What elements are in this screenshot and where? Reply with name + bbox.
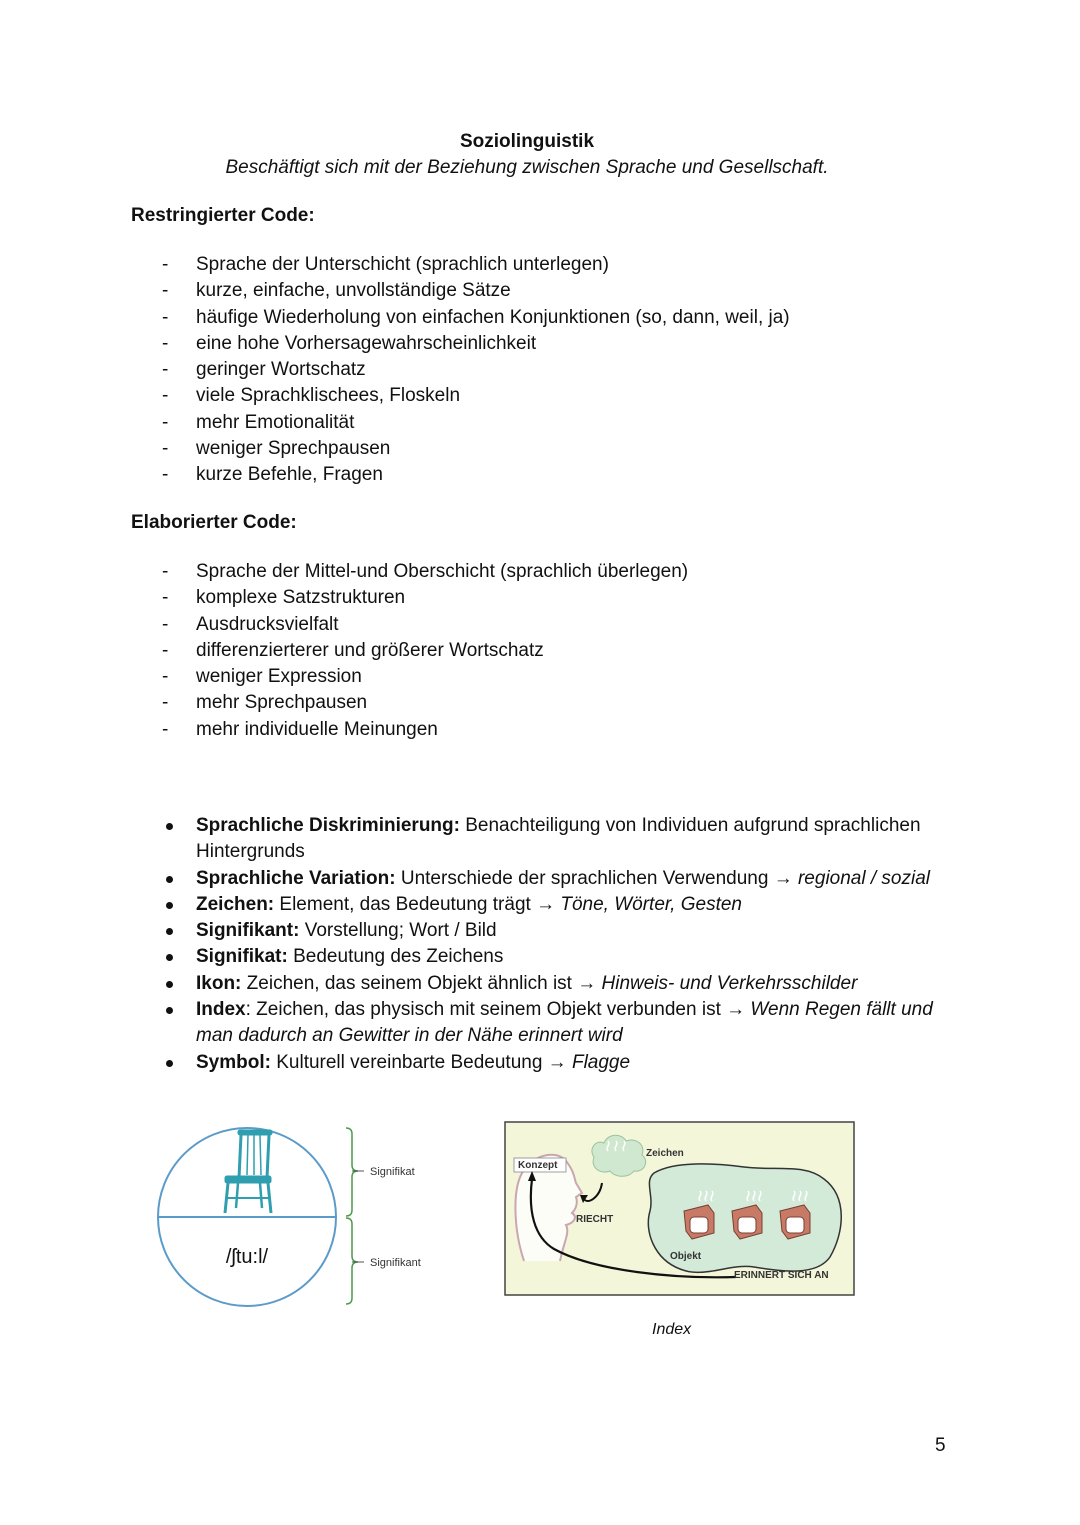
term-example: Wenn Regen fällt und man dadurch an Gewitter in der Nähe erinnert wird — [196, 999, 933, 1047]
restricted-code-item: - kurze, einfache, unvollständige Sätze — [160, 278, 790, 304]
bullet-icon — [166, 1060, 173, 1067]
signifikant-bracket — [346, 1218, 358, 1304]
bullet-icon — [166, 876, 173, 883]
phonetic-label: /ʃtu:l/ — [225, 1246, 269, 1268]
restricted-code-item: - eine hohe Vorhersagewahrscheinlichkeit — [160, 331, 790, 357]
bullet-icon — [166, 928, 173, 935]
term-item — [160, 866, 960, 892]
term-example: Hinweis- und Verkehrsschilder — [601, 972, 858, 994]
restricted-code-item: - mehr Emotionalität — [160, 410, 790, 436]
bullet-icon — [166, 823, 173, 830]
term-name: Signifikat: — [196, 946, 288, 968]
riecht-label: RIECHT — [576, 1214, 614, 1225]
elaborated-code-heading: Elaborierter Code: — [131, 512, 297, 533]
zeichen-label: Zeichen — [646, 1148, 684, 1159]
term-name: Symbol: — [196, 1051, 271, 1073]
term-definition: Vorstellung; Wort / Bild — [299, 920, 497, 942]
elaborated-code-list — [160, 559, 688, 743]
restricted-code-item: - kurze Befehle, Fragen — [160, 462, 790, 488]
restricted-code-item: - Sprache der Unterschicht (sprachlich unterlegen) — [160, 252, 790, 278]
sign-model-diagram — [150, 1120, 450, 1315]
term-example: Flagge — [571, 1051, 631, 1073]
term-item — [160, 997, 960, 1050]
term-definition: Zeichen, das seinem Objekt ähnlich ist → — [241, 972, 602, 994]
elaborated-code-item: - komplexe Satzstrukturen — [160, 585, 688, 611]
term-definition: Unterschiede der sprachlichen Verwendung → — [395, 867, 798, 889]
objekt-label: Objekt — [670, 1251, 702, 1262]
diagram-caption: Index — [652, 1321, 692, 1338]
term-name: Ikon: — [196, 972, 242, 994]
index-diagram — [504, 1121, 856, 1297]
bullet-icon — [166, 902, 173, 909]
term-definition: Kulturell vereinbarte Bedeutung → — [270, 1051, 572, 1073]
term-item — [160, 971, 960, 997]
restricted-code-heading: Restringierter Code: — [131, 205, 315, 226]
term-item — [160, 944, 960, 970]
chair-icon — [225, 1130, 272, 1213]
term-item — [160, 918, 960, 944]
restricted-code-item: - häufige Wiederholung von einfachen Konjunktionen (so, dann, weil, ja) — [160, 305, 790, 331]
signifikat-bracket — [346, 1128, 358, 1216]
bullet-icon — [166, 981, 173, 988]
term-item — [160, 1050, 960, 1076]
restricted-code-item: - weniger Sprechpausen — [160, 436, 790, 462]
term-example: Töne, Wörter, Gesten — [560, 893, 742, 915]
bullet-icon — [166, 954, 173, 961]
elaborated-code-item: - mehr Sprechpausen — [160, 690, 688, 716]
elaborated-code-item: - mehr individuelle Meinungen — [160, 717, 688, 743]
term-definition: Element, das Bedeutung trägt → — [274, 893, 561, 915]
term-name: Index — [196, 999, 246, 1021]
konzept-label: Konzept — [518, 1160, 558, 1171]
term-name: Sprachliche Diskriminierung: — [196, 815, 460, 836]
elaborated-code-item: - Ausdrucksvielfalt — [160, 612, 688, 638]
term-example: regional / sozial — [797, 867, 931, 889]
term-item — [160, 813, 960, 866]
term-item — [160, 892, 960, 918]
restricted-code-list — [160, 252, 790, 489]
page-title: Soziolinguistik — [459, 131, 595, 152]
term-definition: Benachteiligung von Individuen aufgrund sprachlichen Hintergrunds — [196, 815, 921, 863]
elaborated-code-item: - weniger Expression — [160, 664, 688, 690]
page-subtitle: Beschäftigt sich mit der Beziehung zwischen Sprache und Gesellschaft. — [225, 157, 829, 178]
page-number: 5 — [935, 1435, 946, 1456]
elaborated-code-item: - Sprache der Mittel-und Oberschicht (sprachlich überlegen) — [160, 559, 688, 585]
term-name: Sprachliche Variation: — [196, 867, 396, 889]
elaborated-code-item: - differenzierterer und größerer Wortschatz — [160, 638, 688, 664]
erinnert-label: ERINNERT SICH AN — [734, 1270, 829, 1281]
bread-icons — [684, 1205, 810, 1239]
bullet-icon — [166, 1007, 173, 1014]
signifikat-label: Signifikat — [370, 1166, 415, 1178]
restricted-code-item: - viele Sprachklischees, Floskeln — [160, 383, 790, 409]
term-name: Zeichen: — [196, 893, 275, 915]
term-definition: Bedeutung des Zeichens — [287, 946, 504, 968]
signifikant-label: Signifikant — [370, 1257, 421, 1269]
term-name: Signifikant: — [196, 920, 300, 942]
restricted-code-item: - geringer Wortschatz — [160, 357, 790, 383]
terms-list — [160, 813, 960, 1076]
term-definition: : Zeichen, das physisch mit seinem Objekt verbunden ist → — [245, 999, 751, 1021]
